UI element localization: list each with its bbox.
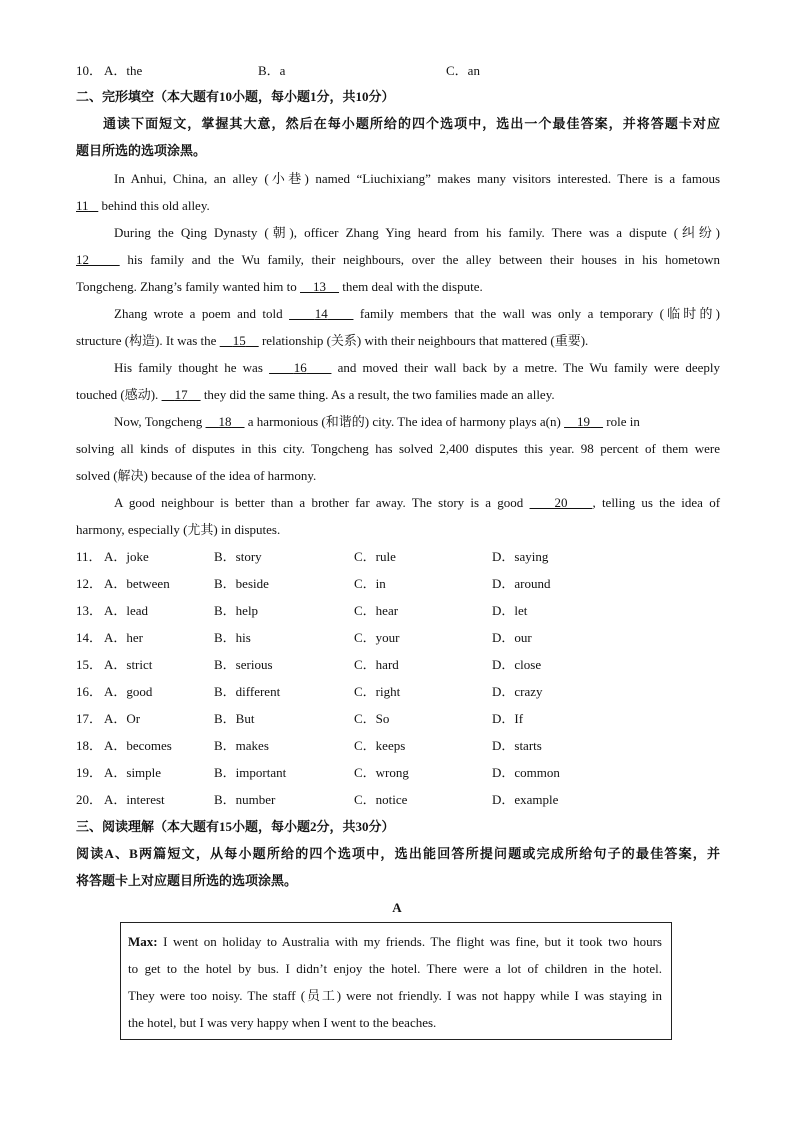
blank-17: 17 [174,387,188,402]
box-line-1: Max: I went on holiday to Australia with my friends. The flight was fine, but it took two hours [128,934,662,949]
passage-line-1: In Anhui, China, an alley (小巷) named “Liuchixiang” makes many visitors interested. There is a famous [114,171,720,186]
blank-18: 18 [218,414,232,429]
option-13-c: C．hear [354,603,399,618]
section2-instruction-line2: 题目所选的选项涂黑。 [76,143,207,158]
section3-heading: 三、阅读理解（本大题有15小题，每小题2分，共30分） [76,819,395,834]
box-line-2: to get to the hotel by bus. I didn’t enjoy the hotel. There were a lot of children in the hotel. [128,961,662,976]
option-14-a: A．her [104,630,143,645]
blank-13: 13 [313,279,327,294]
passage-line-11: solving all kinds of disputes in this city. Tongcheng has solved 2,400 disputes this year. 98 percent of them were [76,441,720,456]
blank-16: 16 [293,360,307,375]
q10-number: 10． [76,63,103,78]
option-11-b: B．story [214,549,262,564]
option-15-d: D．close [492,657,542,672]
passage-line-8: His family thought he was 16 and moved their wall back by a metre. The Wu family were deeply [114,360,721,375]
passage-line-13: A good neighbour is better than a brother far away. The story is a good 20 , telling us the idea of [114,495,721,510]
option-17-d: D．If [492,711,524,726]
section2-instruction-line1: 通读下面短文，掌握其大意，然后在每小题所给的四个选项中，选出一个最佳答案，并将答题卡对应 [103,116,720,131]
option-12-num: 12． [76,576,103,591]
passage-line-2: 11 behind this old alley. [76,198,210,213]
option-16-num: 16． [76,684,103,699]
option-13-d: D．let [492,603,528,618]
blank-14: 14 [314,306,328,321]
option-14-d: D．our [492,630,532,645]
option-20-b: B．number [214,792,276,807]
speaker-label: Max: [128,934,158,949]
option-19-c: C．wrong [354,765,409,780]
option-15-a: A．strict [104,657,153,672]
option-17-a: A．Or [104,711,141,726]
q10-option-c: C．an [446,63,480,78]
option-15-num: 15． [76,657,103,672]
blank-15: 15 [232,333,246,348]
option-18-b: B．makes [214,738,269,753]
option-19-num: 19． [76,765,103,780]
option-13-a: A．lead [104,603,149,618]
blank-11: 11 [76,198,89,213]
option-14-num: 14． [76,630,103,645]
passage-line-4: 12 his family and the Wu family, their neighbours, over the alley between their houses in his hometown [76,252,720,267]
option-16-c: C．right [354,684,401,699]
passage-line-10: Now, Tongcheng 18 a harmonious (和谐的) city. The idea of harmony plays a(n) 19 role in [114,414,640,429]
blank-20: 20 [554,495,568,510]
blank-12: 12 [76,252,89,267]
option-11-d: D．saying [492,549,549,564]
option-12-a: A．between [104,576,170,591]
option-11-num: 11． [76,549,102,564]
option-18-num: 18． [76,738,103,753]
option-17-c: C．So [354,711,390,726]
blank-19: 19 [577,414,591,429]
option-14-b: B．his [214,630,251,645]
option-19-b: B．important [214,765,287,780]
option-20-d: D．example [492,792,559,807]
q10-option-a: A．the [104,63,143,78]
option-11-c: C．rule [354,549,396,564]
option-17-b: B．But [214,711,255,726]
option-17-num: 17． [76,711,103,726]
box-line-4: the hotel, but I was very happy when I went to the beaches. [128,1015,437,1030]
option-15-c: C．hard [354,657,399,672]
option-20-num: 20． [76,792,103,807]
passage-line-6: Zhang wrote a poem and told 14 family members that the wall was only a temporary (临时的) [114,306,720,321]
option-11-a: A．joke [104,549,149,564]
box-line-3: They were too noisy. The staff (员工) were not friendly. I was not happy while I was staying in [128,988,662,1003]
section2-heading: 二、完形填空（本大题有10小题，每小题1分，共10分） [76,89,395,104]
option-13-num: 13． [76,603,103,618]
passage-line-12: solved (解决) because of the idea of harmony. [76,468,317,483]
passage-line-3: During the Qing Dynasty (朝), officer Zhang Ying heard from his family. There was a dispute (纠纷) [114,225,720,240]
passage-line-14: harmony, especially (尤其) in disputes. [76,522,281,537]
option-16-a: A．good [104,684,153,699]
option-12-c: C．in [354,576,386,591]
option-20-c: C．notice [354,792,408,807]
option-19-d: D．common [492,765,560,780]
option-14-c: C．your [354,630,400,645]
option-12-d: D．around [492,576,551,591]
option-18-d: D．starts [492,738,542,753]
option-15-b: B．serious [214,657,273,672]
passage-line-9: touched (感动). 17 they did the same thing. As a result, the two families made an alley. [76,387,555,402]
option-16-b: B．different [214,684,281,699]
passage-line-7: structure (构造). It was the 15 relationship (关系) with their neighbours that mattered (重要). [76,333,589,348]
passage-a-box [120,922,672,1040]
option-12-b: B．beside [214,576,269,591]
option-13-b: B．help [214,603,259,618]
option-16-d: D．crazy [492,684,543,699]
option-19-a: A．simple [104,765,162,780]
section3-instruction-line2: 将答题卡上对应题目所选的选项涂黑。 [76,873,298,888]
passage-line-5: Tongcheng. Zhang’s family wanted him to 13 them deal with the dispute. [76,279,483,294]
option-18-a: A．becomes [104,738,172,753]
passage-a-title: A [392,900,402,915]
option-18-c: C．keeps [354,738,406,753]
section3-instruction-line1: 阅读A、B两篇短文，从每小题所给的四个选项中，选出能回答所提问题或完成所给句子的最佳答案，并 [76,846,720,861]
option-20-a: A．interest [104,792,165,807]
q10-option-b: B．a [258,63,286,78]
